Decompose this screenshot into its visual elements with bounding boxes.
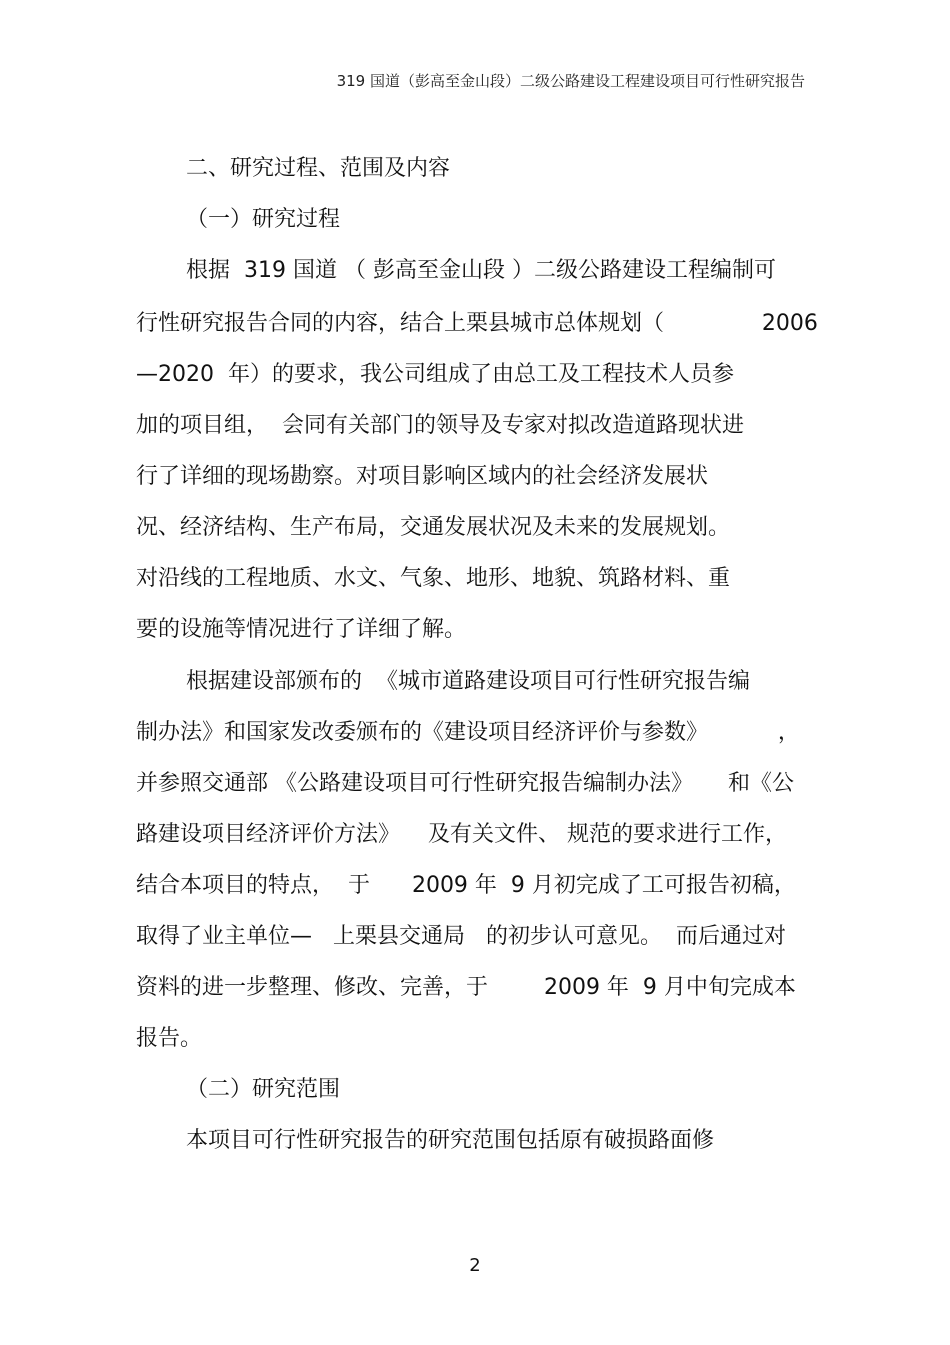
paragraph-line: 本项目可行性研究报告的研究范围包括原有破损路面修 [186, 1128, 715, 1153]
paragraph-line: —2020 年）的要求，我公司组成了由总工及工程技术人员参 [136, 362, 734, 387]
paragraph-line: 并参照交通部 《公路建设项目可行性研究报告编制办法》 和《公 [136, 771, 794, 796]
paragraph-line: 取得了业主单位— 上栗县交通局 的初步认可意见。 而后通过对 [136, 924, 786, 949]
paragraph-line: 要的设施等情况进行了详细了解。 [136, 617, 467, 642]
paragraph-line: 根据 319 国道 （ 彭高至金山段 ）二级公路建设工程编制可 [186, 258, 776, 283]
section-heading: 二、研究过程、范围及内容 [186, 156, 451, 181]
paragraph-line: 对沿线的工程地质、水文、气象、地形、地貌、筑路材料、重 [136, 566, 731, 591]
paragraph-line: 路建设项目经济评价方法》 及有关文件、 规范的要求进行工作， [136, 822, 787, 847]
subsection-heading-scope: （二）研究范围 [186, 1077, 341, 1102]
paragraph-line: 制办法》和国家发改委颁布的《建设项目经济评价与参数》 ， [136, 720, 800, 745]
subsection-heading-process: （一）研究过程 [186, 207, 341, 232]
paragraph-line: 资料的进一步整理、修改、完善，于 2009 年 9 月中旬完成本 [136, 975, 796, 1000]
page-number: 2 [469, 1255, 481, 1276]
paragraph-line: 行了详细的现场勘察。对项目影响区域内的社会经济发展状 [136, 464, 709, 489]
paragraph-line: 加的项目组， 会同有关部门的领导及专家对拟改造道路现状进 [136, 413, 744, 438]
paragraph-line: 报告。 [136, 1026, 203, 1051]
paragraph-line: 行性研究报告合同的内容，结合上栗县城市总体规划（ 2006 [136, 311, 818, 336]
paragraph-line: 况、经济结构、生产布局，交通发展状况及未来的发展规划。 [136, 515, 731, 540]
paragraph-line: 结合本项目的特点， 于 2009 年 9 月初完成了工可报告初稿， [136, 873, 796, 898]
running-header: 319 国道（彭高至金山段）二级公路建设工程建设项目可行性研究报告 [336, 72, 805, 90]
paragraph-line: 根据建设部颁布的 《城市道路建设项目可行性研究报告编 [186, 669, 750, 694]
